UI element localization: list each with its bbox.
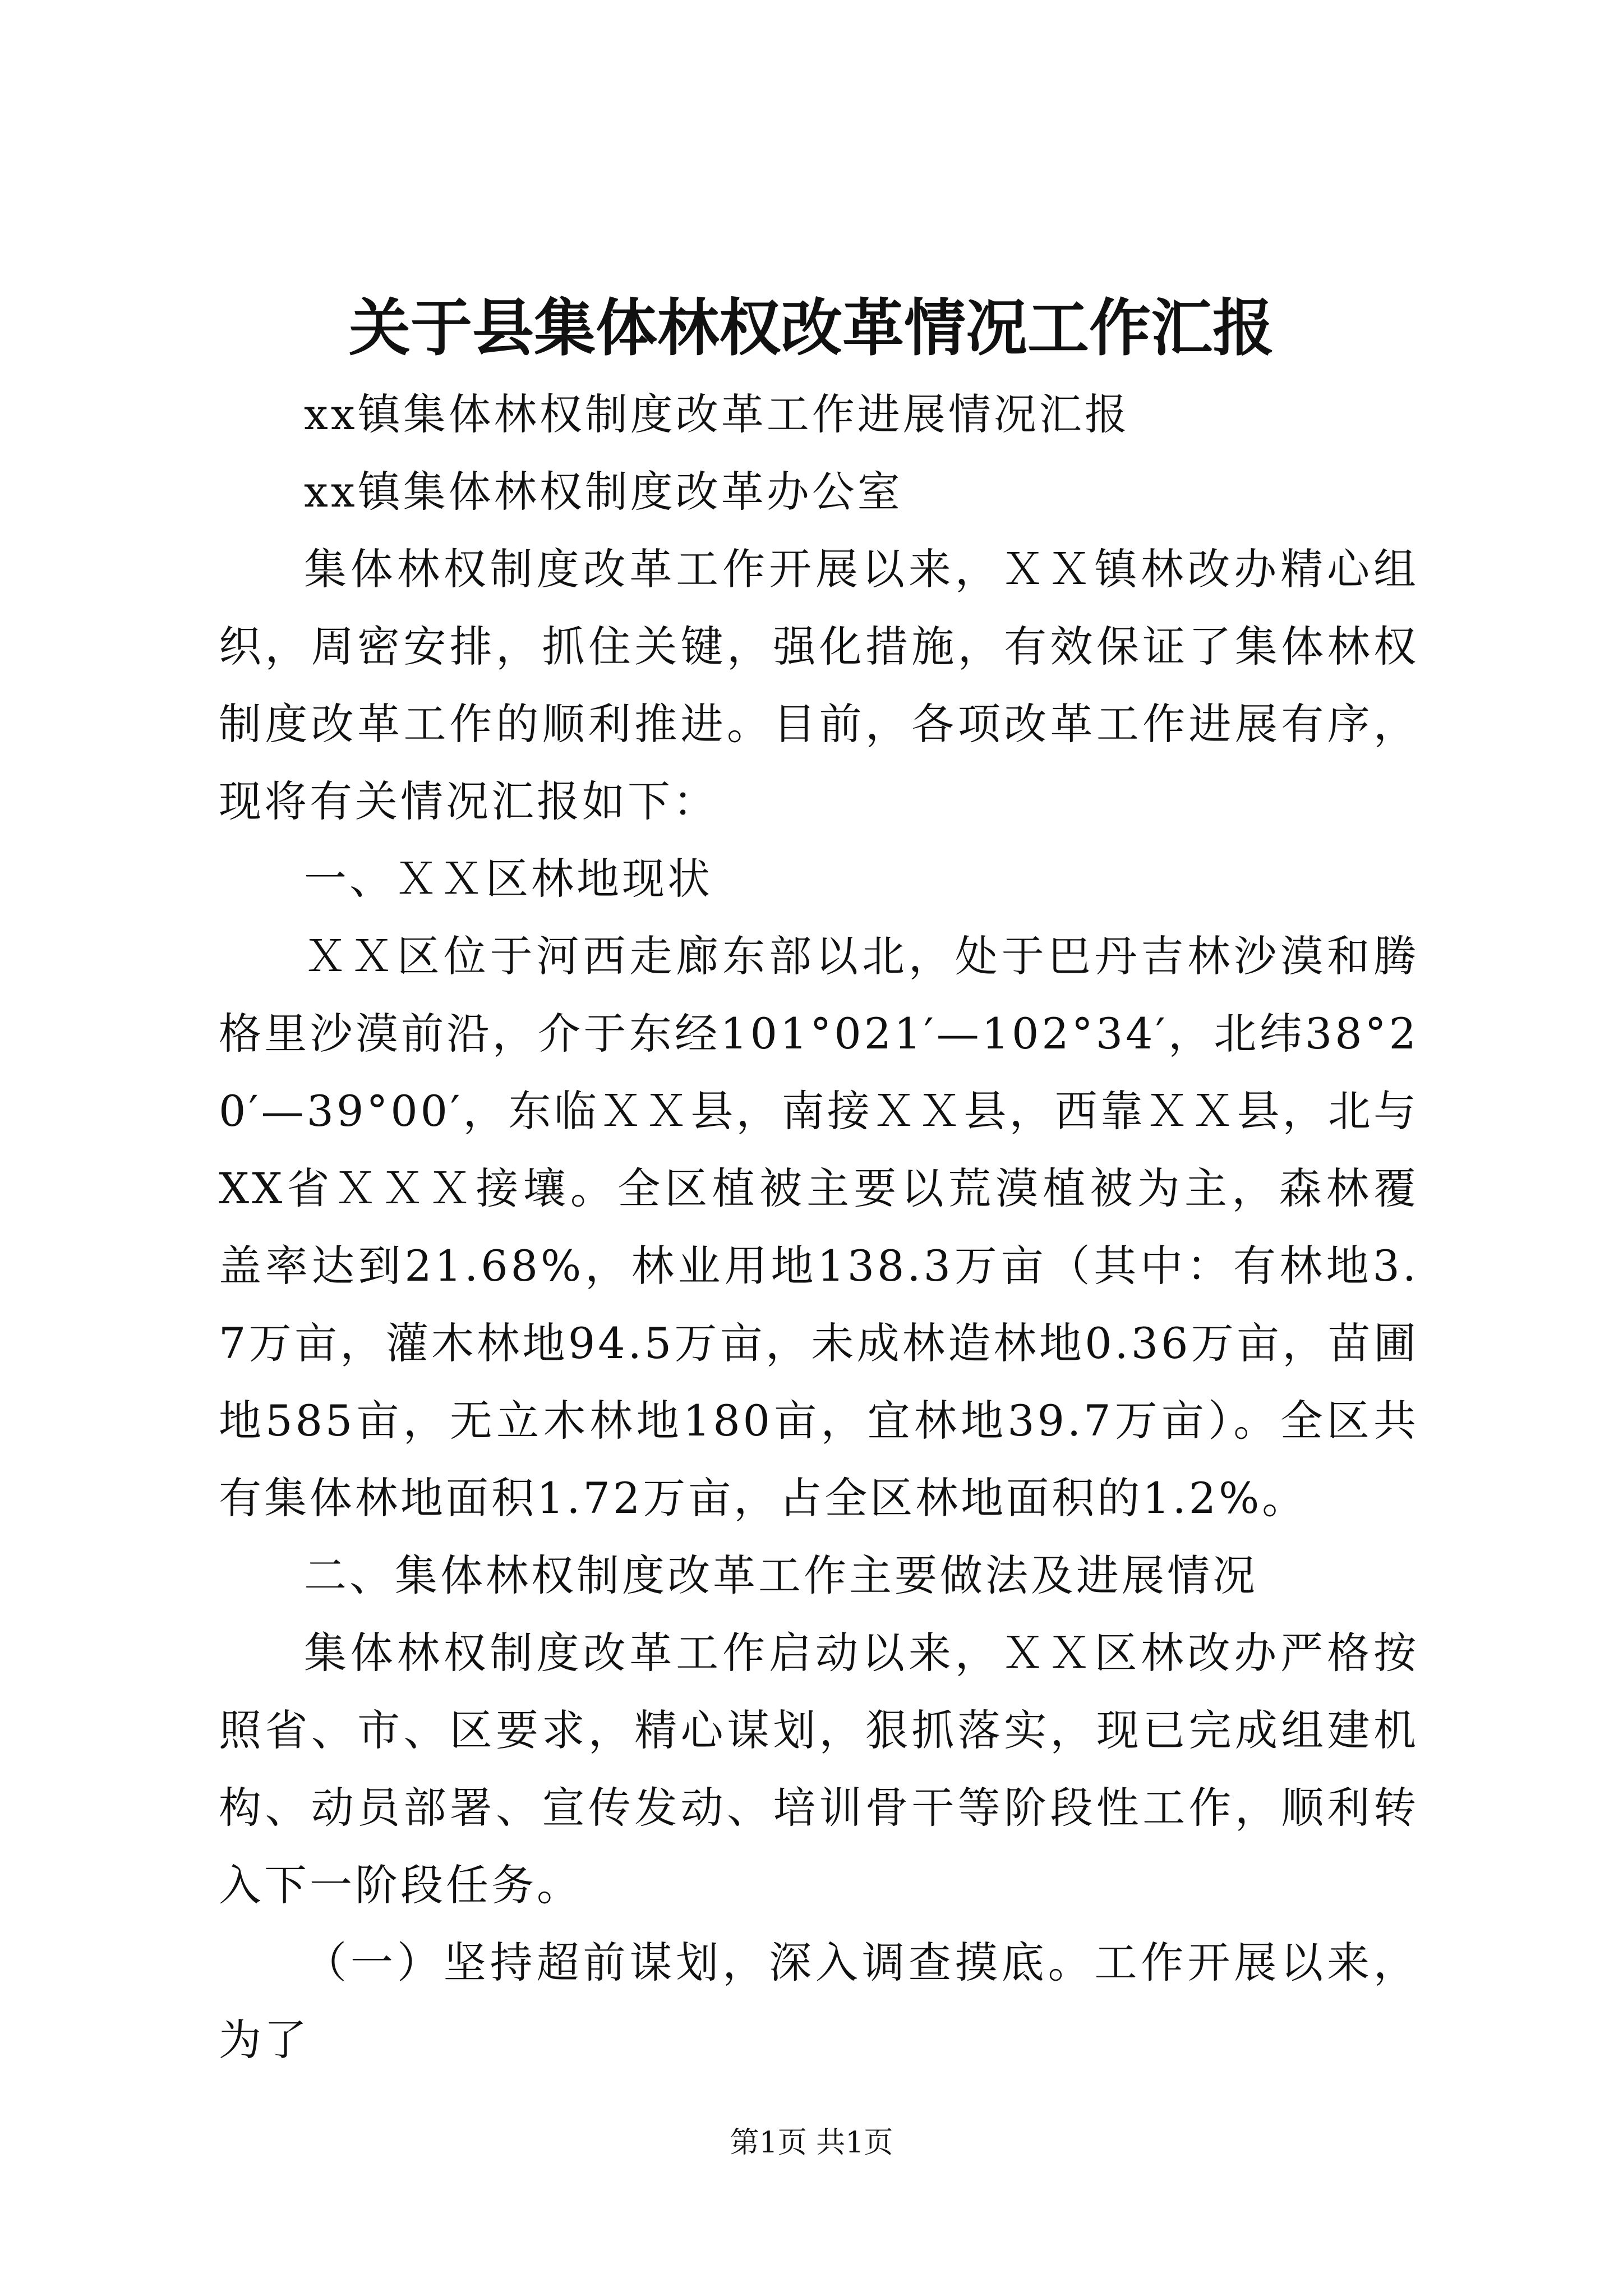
paragraph-subsection-1: （一）坚持超前谋划，深入调查摸底。工作开展以来，为了 (219, 1938, 1419, 2065)
document-body (219, 376, 1419, 2079)
section-heading-2: 二、集体林权制度改革工作主要做法及进展情况 (304, 1550, 1258, 1600)
document-title: 关于县集体林权改革情况工作汇报 (349, 292, 1274, 364)
paragraph-forest-status: ＸＸ区位于河西走廊东部以北，处于巴丹吉林沙漠和腾格里沙漠前沿，介于东经101°021′—102°34′，北纬38°20′—39°00′，东临ＸＸ县，南接ＸＸ县，西靠ＸＸ县，北与XX省ＸＸＸ接壤。全区植被主要以荒漠植被为主，森林覆盖率达到21.68%，林业用地138.3万亩（其中：有林地3.7万亩，灌木林地94.5万亩，未成林造林地0.36万亩，苗圃地585亩，无立木林地180亩，宜林地39.7万亩）。全区共有集体林地面积1.72万亩，占全区林地面积的1.2%。 (219, 931, 1419, 1523)
paragraph-issuer: xx镇集体林权制度改革办公室 (304, 467, 903, 517)
paragraph-subtitle: xx镇集体林权制度改革工作进展情况汇报 (304, 389, 1130, 439)
section-heading-1: 一、ＸＸ区林地现状 (304, 854, 713, 904)
paragraph-progress: 集体林权制度改革工作启动以来，ＸＸ区林改办严格按照省、市、区要求，精心谋划，狠抓落实，现已完成组建机构、动员部署、宣传发动、培训骨干等阶段性工作，顺利转入下一阶段任务。 (219, 1628, 1419, 1910)
page-footer: 第1页 共1页 (730, 2126, 893, 2160)
paragraph-intro: 集体林权制度改革工作开展以来，ＸＸ镇林改办精心组织，周密安排，抓住关键，强化措施，有效保证了集体林权制度改革工作的顺利推进。目前，各项改革工作进展有序，现将有关情况汇报如下： (219, 544, 1419, 826)
